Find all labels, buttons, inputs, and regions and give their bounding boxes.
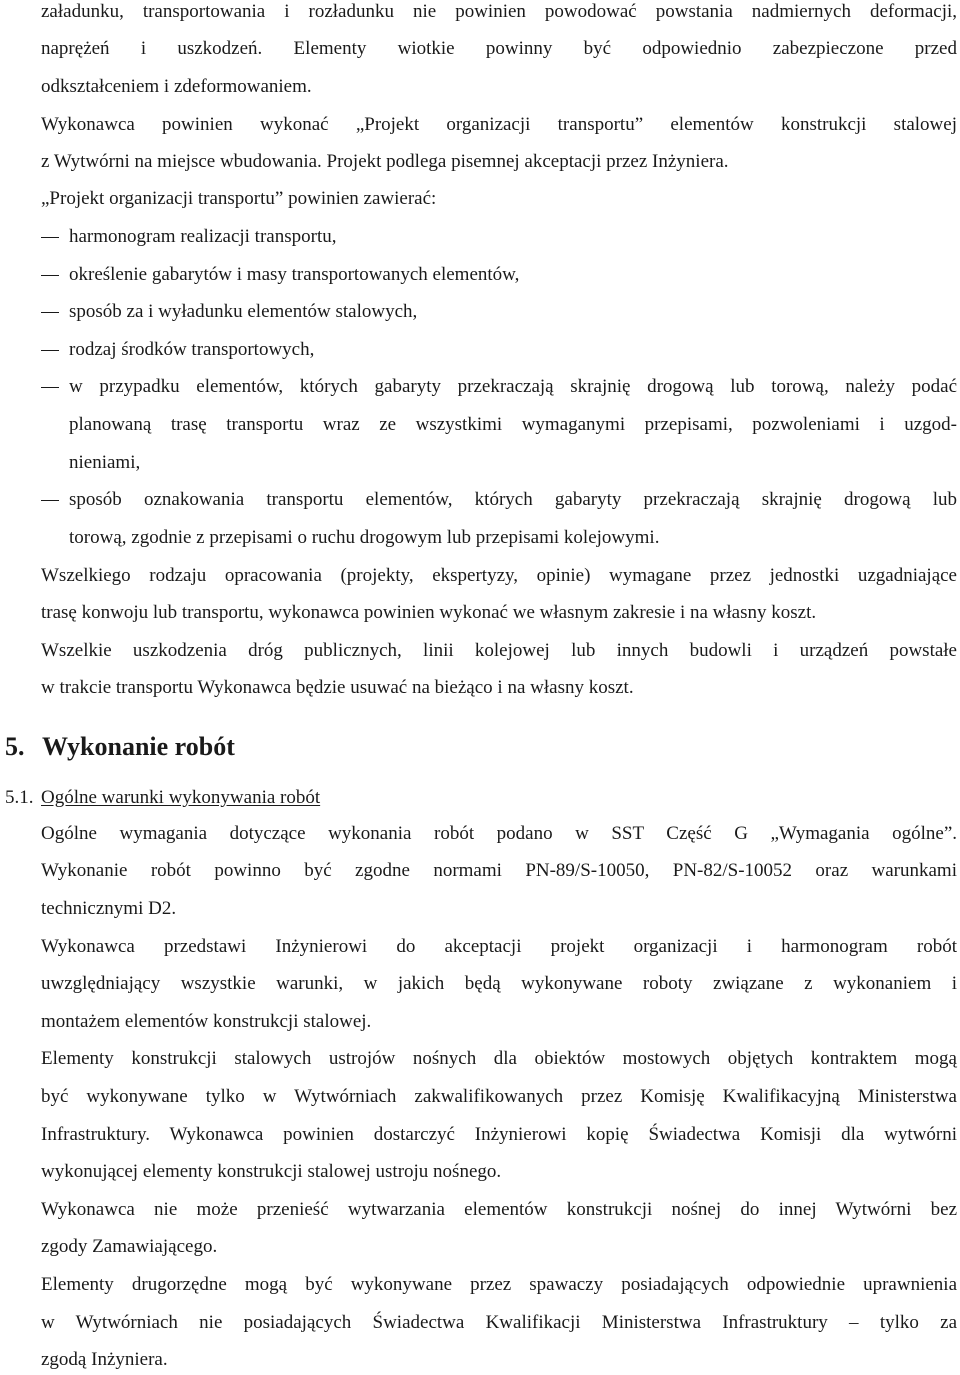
text-line: z Wytwórni na miejsce wbudowania. Projekt podlega pisemnej akceptacji przez Inżyniera. bbox=[41, 151, 729, 172]
text-line: zgody Zamawiającego. bbox=[41, 1236, 218, 1257]
text-line: Wykonanie robót powinno być zgodne normami PN-89/S-10050, PN-82/S-10052 oraz warunkami bbox=[41, 860, 957, 881]
text-line: „Projekt organizacji transportu” powinien zawierać: bbox=[41, 188, 437, 209]
list-item: sposób za i wyładunku elementów stalowych, bbox=[69, 301, 418, 322]
text-line: Elementy konstrukcji stalowych ustrojów nośnych dla obiektów mostowych objętych kontraktem mogą bbox=[41, 1048, 957, 1069]
subsection-heading bbox=[5, 786, 320, 810]
text-line: Wszelkiego rodzaju opracowania (projekty, ekspertyzy, opinie) wymagane przez jednostki uzgadniające bbox=[41, 565, 957, 586]
section-number: 5. bbox=[5, 732, 25, 761]
text-line: wykonującej elementy konstrukcji stalowej ustroju nośnego. bbox=[41, 1161, 502, 1182]
text-line: być wykonywane tylko w Wytwórniach zakwalifikowanych przez Komisję Kwalifikacyjną Ministerstwa bbox=[41, 1086, 957, 1107]
text-line: Infrastruktury. Wykonawca powinien dostarczyć Inżynierowi kopię Świadectwa Komisji dla wytwórni bbox=[41, 1124, 957, 1145]
list-item-continuation: planowaną trasę transportu wraz ze wszystkimi wymaganymi przepisami, pozwoleniami i uzgod- bbox=[69, 414, 957, 435]
text-line: uwzględniający wszystkie warunki, w jakich będą wykonywane roboty związane z wykonaniem i bbox=[41, 973, 957, 994]
section-title: Wykonanie robót bbox=[42, 732, 235, 761]
text-line: Wszelkie uszkodzenia dróg publicznych, linii kolejowej lub innych budowli i urządzeń powstałe bbox=[41, 640, 957, 661]
text-line: Wykonawca nie może przenieść wytwarzania elementów konstrukcji nośnej do innej Wytwórni bez bbox=[41, 1199, 957, 1220]
list-item-continuation: nieniami, bbox=[69, 452, 141, 473]
subsection-title: Ogólne warunki wykonywania robót bbox=[41, 787, 321, 808]
text-line: odkształceniem i zdeformowaniem. bbox=[41, 76, 312, 97]
subsection-number: 5.1. bbox=[5, 787, 34, 808]
list-item: harmonogram realizacji transportu, bbox=[69, 226, 337, 247]
text-line: Ogólne wymagania dotyczące wykonania robót podano w SST Część G „Wymagania ogólne”. bbox=[41, 823, 957, 844]
list-item-continuation: torową, zgodnie z przepisami o ruchu drogowym lub przepisami kolejowymi. bbox=[69, 527, 660, 548]
list-item: w przypadku elementów, których gabaryty przekraczają skrajnię drogową lub torową, należy podać bbox=[69, 376, 957, 397]
text-line: zgodą Inżyniera. bbox=[41, 1349, 168, 1370]
section-heading bbox=[5, 731, 235, 763]
text-line: montażem elementów konstrukcji stalowej. bbox=[41, 1011, 372, 1032]
text-line: w trakcie transportu Wykonawca będzie usuwać na bieżąco i na własny koszt. bbox=[41, 677, 634, 698]
text-line: załadunku, transportowania i rozładunku nie powinien powodować powstania nadmiernych deformacji, bbox=[41, 1, 957, 22]
text-line: trasę konwoju lub transportu, wykonawca powinien wykonać we własnym zakresie i na własny koszt. bbox=[41, 602, 817, 623]
list-item: rodzaj środków transportowych, bbox=[69, 339, 315, 360]
list-item: określenie gabarytów i masy transportowanych elementów, bbox=[69, 264, 520, 285]
list-item: sposób oznakowania transportu elementów, których gabaryty przekraczają skrajnię drogową lub bbox=[69, 489, 957, 510]
text-line: Wykonawca przedstawi Inżynierowi do akceptacji projekt organizacji i harmonogram robót bbox=[41, 936, 957, 957]
text-line: Elementy drugorzędne mogą być wykonywane przez spawaczy posiadających odpowiednie uprawnienia bbox=[41, 1274, 957, 1295]
text-line: w Wytwórniach nie posiadających Świadectwa Kwalifikacji Ministerstwa Infrastruktury – tylko za bbox=[41, 1312, 957, 1333]
text-line: naprężeń i uszkodzeń. Elementy wiotkie powinny być odpowiednio zabezpieczone przed bbox=[41, 38, 957, 59]
text-line: technicznymi D2. bbox=[41, 898, 177, 919]
text-line: Wykonawca powinien wykonać „Projekt organizacji transportu” elementów konstrukcji stalowej bbox=[41, 114, 957, 135]
